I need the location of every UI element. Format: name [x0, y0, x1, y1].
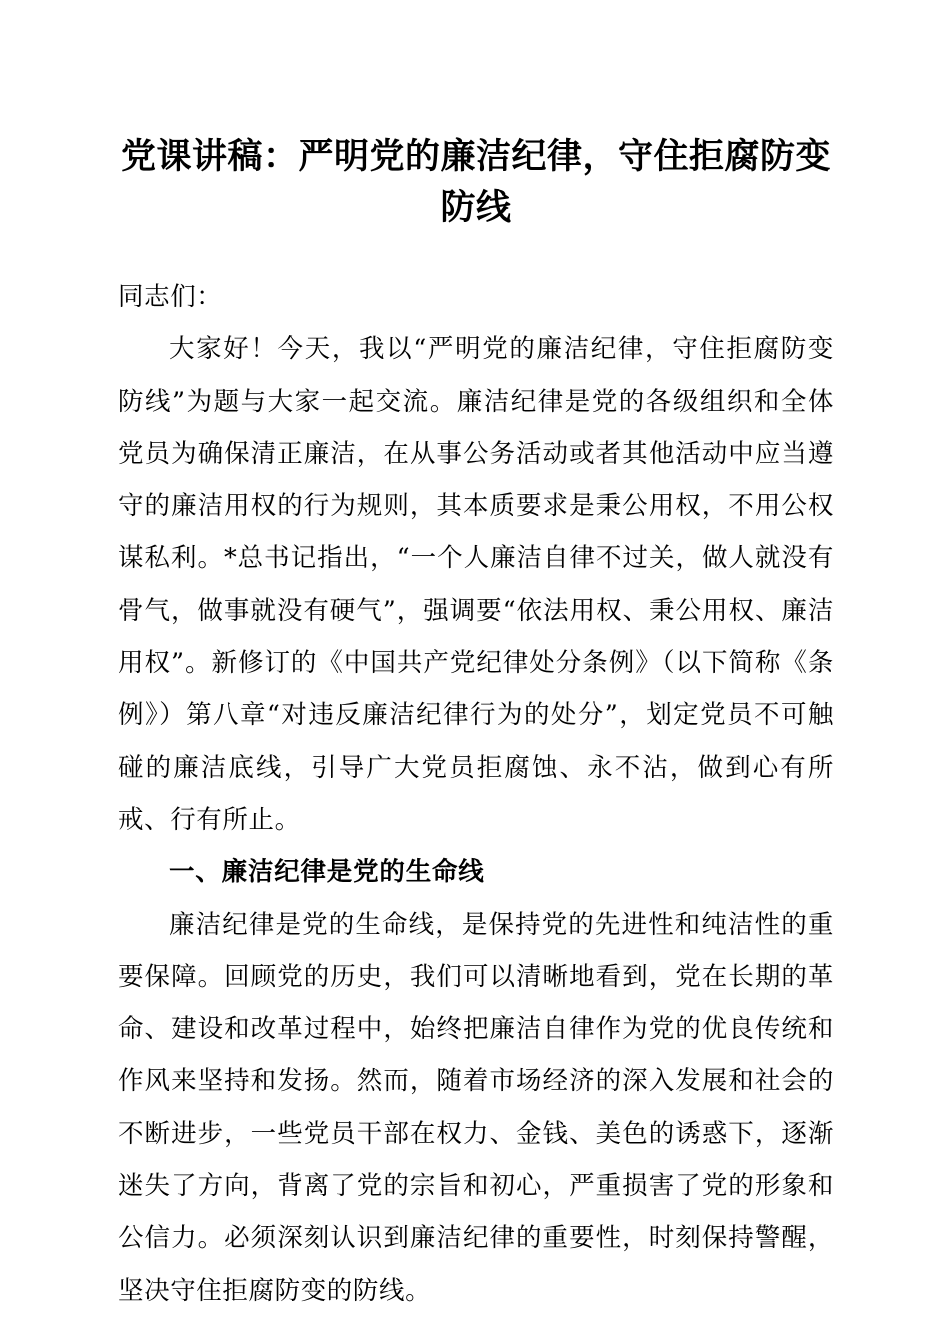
paragraph-opening: 大家好！今天，我以“严明党的廉洁纪律，守住拒腐防变防线”为题与大家一起交流。廉洁纪律是党的各级组织和全体党员为确保清正廉洁，在从事公务活动或者其他活动中应当遵守的廉洁用权的行为规则，其本质要求是秉公用权，不用公权谋私利。*总书记指出，“一个人廉洁自律不过关，做人就没有骨气，做事就没有硬气”，强调要“依法用权、秉公用权、廉洁用权”。新修订的《中国共产党纪律处分条例》（以下简称《条例》）第八章“对违反廉洁纪律行为的处分”，划定党员不可触碰的廉洁底线，引导广大党员拒腐蚀、永不沾，做到心有所戒、行有所止。	[118, 334, 834, 835]
paragraph-section-1: 廉洁纪律是党的生命线，是保持党的先进性和纯洁性的重要保障。回顾党的历史，我们可以清晰地看到，党在长期的革命、建设和改革过程中，始终把廉洁自律作为党的优良传统和作风来坚持和发扬。然而，随着市场经济的深入发展和社会的不断进步，一些党员干部在权力、金钱、美色的诱惑下，逐渐迷失了方向，背离了党的宗旨和初心，严重损害了党的形象和公信力。必须深刻认识到廉洁纪律的重要性，时刻保持警醒，坚决守住拒腐防变的防线。	[118, 909, 834, 1306]
section-heading-1: 一、廉洁纪律是党的生命线	[169, 858, 485, 887]
paragraph-salutation: 同志们：	[118, 282, 223, 312]
page-title: 党课讲稿：严明党的廉洁纪律，守住拒腐防变防线	[120, 137, 831, 227]
document-content-column	[118, 0, 834, 1317]
